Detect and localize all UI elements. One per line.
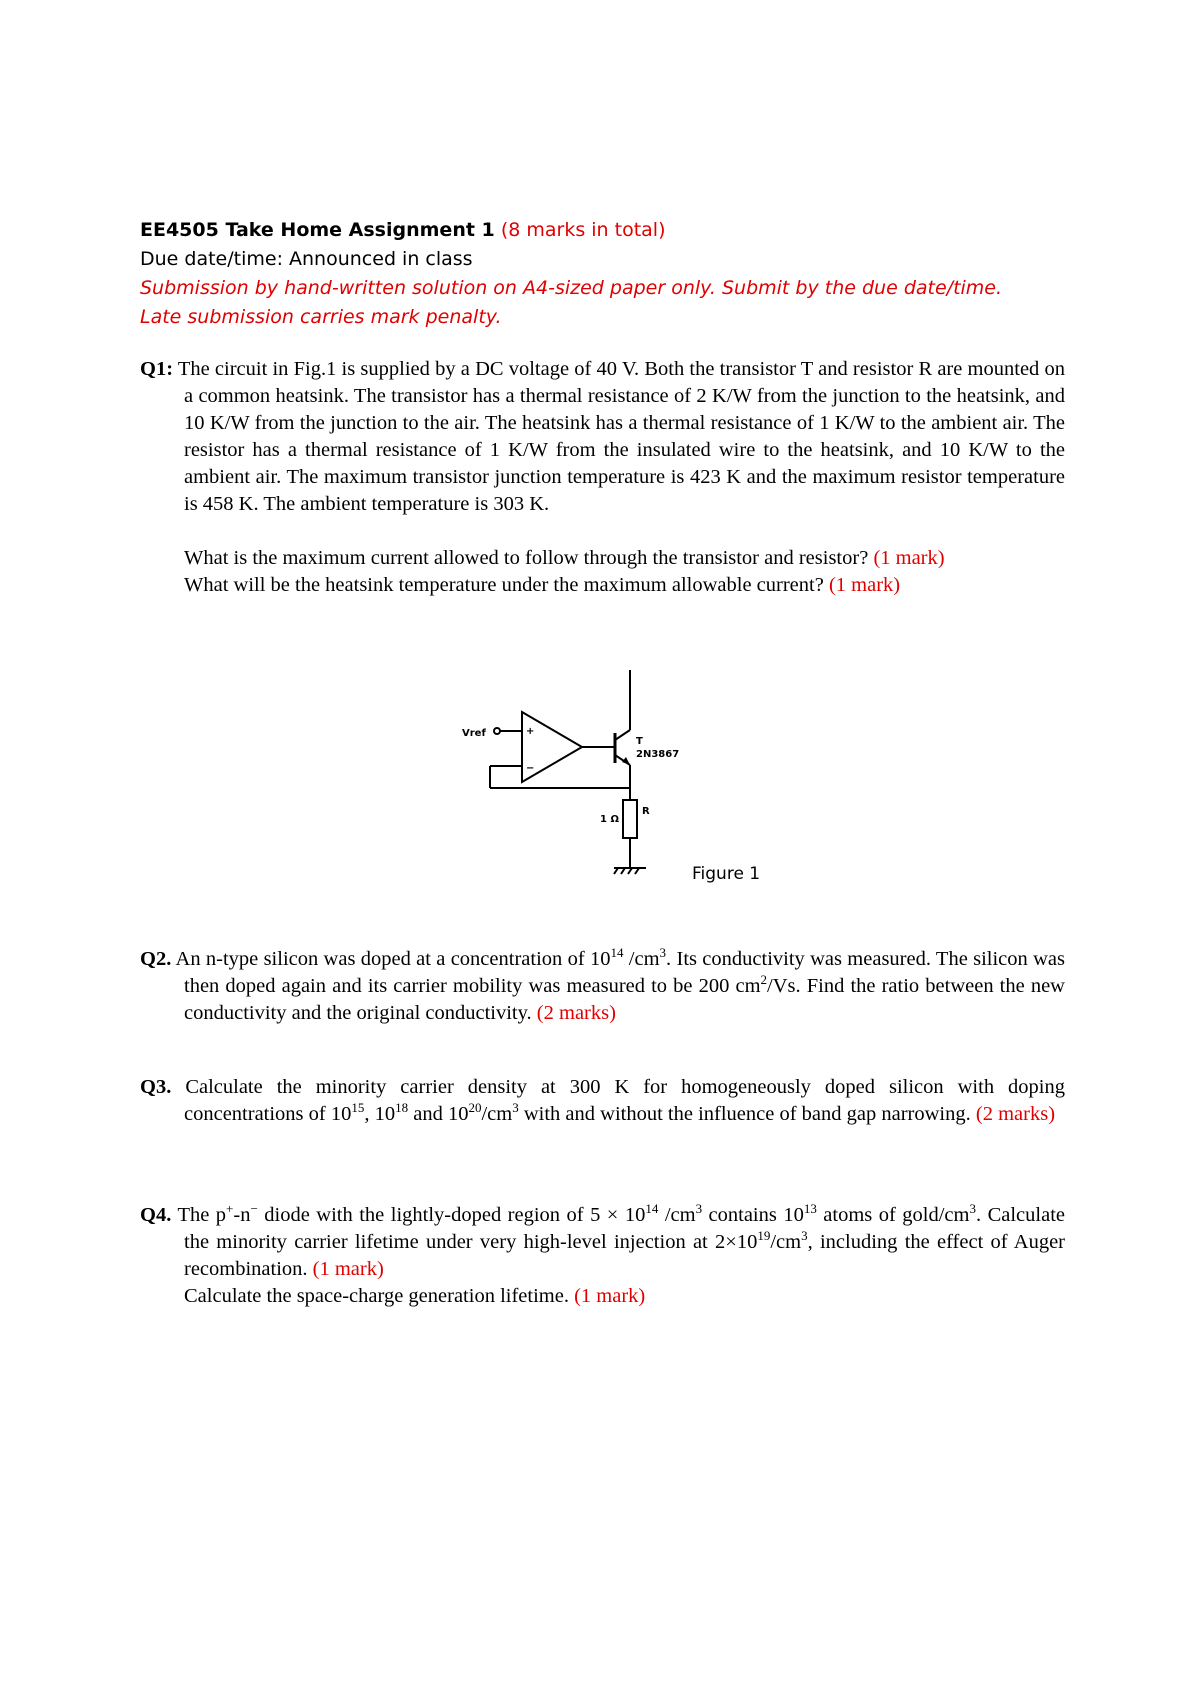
resistor-label: R: [642, 806, 650, 817]
transistor-label: T: [636, 736, 643, 747]
figure-caption: Figure 1: [692, 864, 761, 884]
minus-label: −: [526, 763, 535, 774]
assignment-header: [140, 216, 1070, 332]
plus-label: +: [526, 726, 535, 737]
subquestion-text: Calculate the space-charge generation lifetime.: [184, 1285, 569, 1307]
due-date: Due date/time: Announced in class: [140, 248, 473, 270]
marks: (2 marks): [975, 1103, 1056, 1125]
question-2: Q2. An n-type silicon was doped at a concentration of $10^{14}$ $/cm^3$. Its conductivity was measured. The silicon was then doped again and its carrier mobility was measured to be 200 $cm^2/Vs$. Find the ratio between the new conductivity and the original conductivity. (2 marks): [140, 945, 1065, 1024]
question-label: Q2.: [140, 948, 172, 970]
vref-label: Vref: [462, 728, 486, 739]
marks: (1 mark): [312, 1258, 384, 1280]
submission-note: Submission by hand-written solution on A4-sized paper only. Submit by the due date/time.: [140, 277, 1003, 299]
penalty-note: Late submission carries mark penalty.: [140, 306, 502, 328]
question-text: The circuit in Fig.1 is supplied by a DC voltage of 40 V. Both the transistor T and resistor R are mounted on a common heatsink. The transistor has a thermal resistance of 2 K/W from the junction to the heatsink, and 10 K/W from the junction to the air. The heatsink has a thermal resistance of 1 K/W to the ambient air. The resistor has a thermal resistance of 1 K/W from the insulated wire to the heatsink, and 10 K/W to the ambient air. The maximum transistor junction temperature is 423 K and the maximum resistor temperature is 458 K. The ambient temperature is 303 K.: [177, 358, 1065, 515]
question-label: Q3.: [140, 1076, 172, 1098]
question-1: [140, 356, 1065, 599]
marks: (2 marks): [536, 1002, 616, 1024]
question-label: Q4.: [140, 1204, 172, 1226]
resistance-label: 1 Ω: [600, 814, 619, 825]
assignment-title: EE4505 Take Home Assignment 1: [140, 219, 495, 241]
part-number: 2N3867: [636, 749, 680, 760]
marks: (1 mark): [574, 1285, 646, 1307]
question-3: Q3. Calculate the minority carrier density at 300 K for homogeneously doped silicon with doping concentrations of $10^{15}$, $10^{18}$ and $10^{20}/cm^3$ with and without the influence of band gap narrowing. (2 marks): [140, 1076, 1065, 1125]
subquestion-text: What is the maximum current allowed to follow through the transistor and resistor?: [184, 547, 869, 569]
marks: (1 mark): [828, 574, 901, 596]
question-label: Q1:: [140, 358, 174, 380]
total-marks: (8 marks in total): [500, 219, 666, 241]
question-4: Q4. The p+-n− diode with the lightly-doped region of $5 \times 10^{14}$ $/cm^3$ contains $10^{13}$ atoms of gold/$cm^3$. Calculate the minority carrier lifetime under very high-level injection at $2\times 10^{19}/cm^3$, including the effect of Auger recombination. (1 mark) Calculate the space-charge generation lifetime. (1 mark): [140, 1201, 1065, 1307]
resistor-symbol: [623, 800, 637, 838]
vref-terminal: [494, 728, 500, 734]
marks: (1 mark): [873, 547, 945, 569]
subquestion-text: What will be the heatsink temperature under the maximum allowable current?: [184, 574, 824, 596]
